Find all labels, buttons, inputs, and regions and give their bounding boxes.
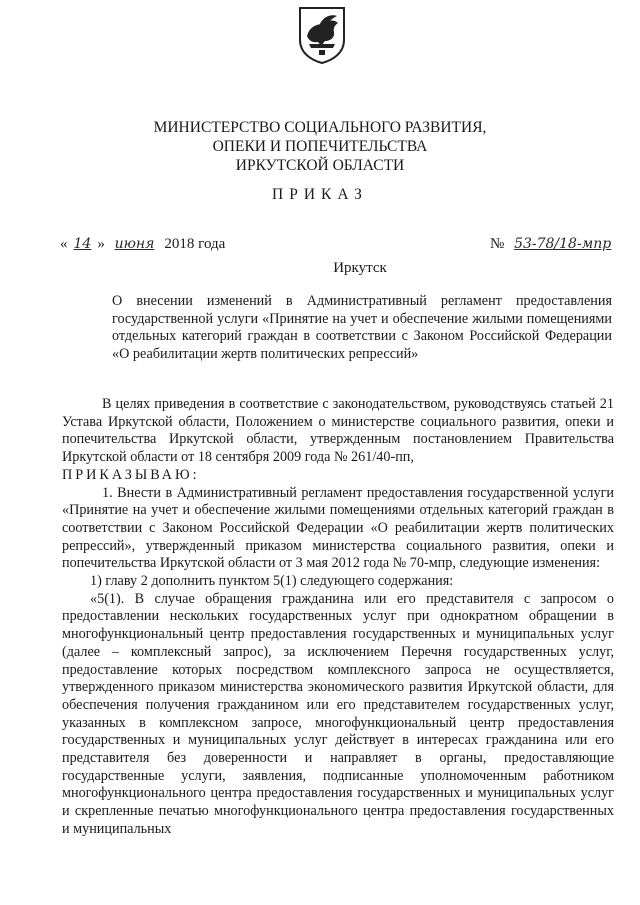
quoted-paragraph: «5(1). В случае обращения гражданина или его представителя с запросом о предоставлении нескольких государственных услуг при однократном обращении в многофункциональный центр предоставления государственных и муниципальных услуг (далее – комплексный запрос), за исключением Перечня государственных услуг, предоставление которых посредством комплексного запроса не осуществляется, утвержденного приказом министерства экономического развития Иркутской области, для обеспечения получения гражданином или его представителем государственных услуг, указанных в комплексном запросе, многофункциональный центр предоставления государственных и муниципальных услуг действует в интересах гражданина или его представителя без доверенности и направляет в органы, предоставляющие государственные услуги, заявления, подписанные уполномоченным работником многофункционального центра предоставления государственных и муниципальных услуг и скрепленные печатью многофункционального центра предоставления государственных и муниципальных: [62, 590, 614, 837]
document-number: [490, 236, 611, 253]
date-close-quote: »: [97, 236, 105, 252]
date-month: июня: [114, 236, 155, 252]
date-open-quote: «: [60, 236, 68, 252]
number-prefix: №: [490, 236, 505, 252]
item-1-1-paragraph: 1) главу 2 дополнить пунктом 5(1) следующего содержания:: [90, 573, 454, 590]
document-type: ПРИКАЗ: [272, 186, 368, 203]
preamble-paragraph: В целях приведения в соответствие с законодательством, руководствуясь статьей 21 Устава Иркутской области, Положением о министерстве социального развития, опеки и попечительства Иркутской области, утвержденным постановлением Правительства Иркутской области от 18 сентября 2009 года № 261/40-пп,: [62, 396, 614, 466]
date-day: 14: [73, 236, 92, 252]
item-1-paragraph: 1. Внести в Административный регламент предоставления государственной услуги «Принятие на учет и обеспечение жилыми помещениями отдельных категорий граждан в соответствии с Законом Российской Федерации «О реабилитации жертв политических репрессий», утвержденный приказом министерства социального развития, опеки и попечительства Иркутской области от 3 мая 2012 года № 70-мпр, следующие изменения:: [62, 484, 614, 572]
ministry-name: [0, 118, 640, 175]
topic-text: О внесении изменений в Административный регламент предоставления государственной услуги «Принятие на учет и обеспечение жилыми помещениями отдельных категорий граждан в соответствии с Законом Российской Федерации «О реабилитации жертв политических репрессий»: [112, 293, 612, 362]
ministry-line-2: ОПЕКИ И ПОПЕЧИТЕЛЬСТВА: [212, 138, 428, 155]
document-topic: [112, 293, 612, 363]
document-date: [60, 236, 225, 253]
coat-of-arms-icon: [297, 6, 347, 64]
document-city: Иркутск: [333, 260, 387, 276]
order-word: ПРИКАЗЫВАЮ:: [62, 466, 200, 483]
number-value: 53-78/18-мпр: [514, 236, 612, 252]
document-body: [62, 396, 614, 839]
ministry-line-3: ИРКУТСКОЙ ОБЛАСТИ: [235, 157, 405, 174]
ministry-line-1: МИНИСТЕРСТВО СОЦИАЛЬНОГО РАЗВИТИЯ,: [153, 119, 487, 136]
date-year: 2018 года: [164, 236, 226, 252]
